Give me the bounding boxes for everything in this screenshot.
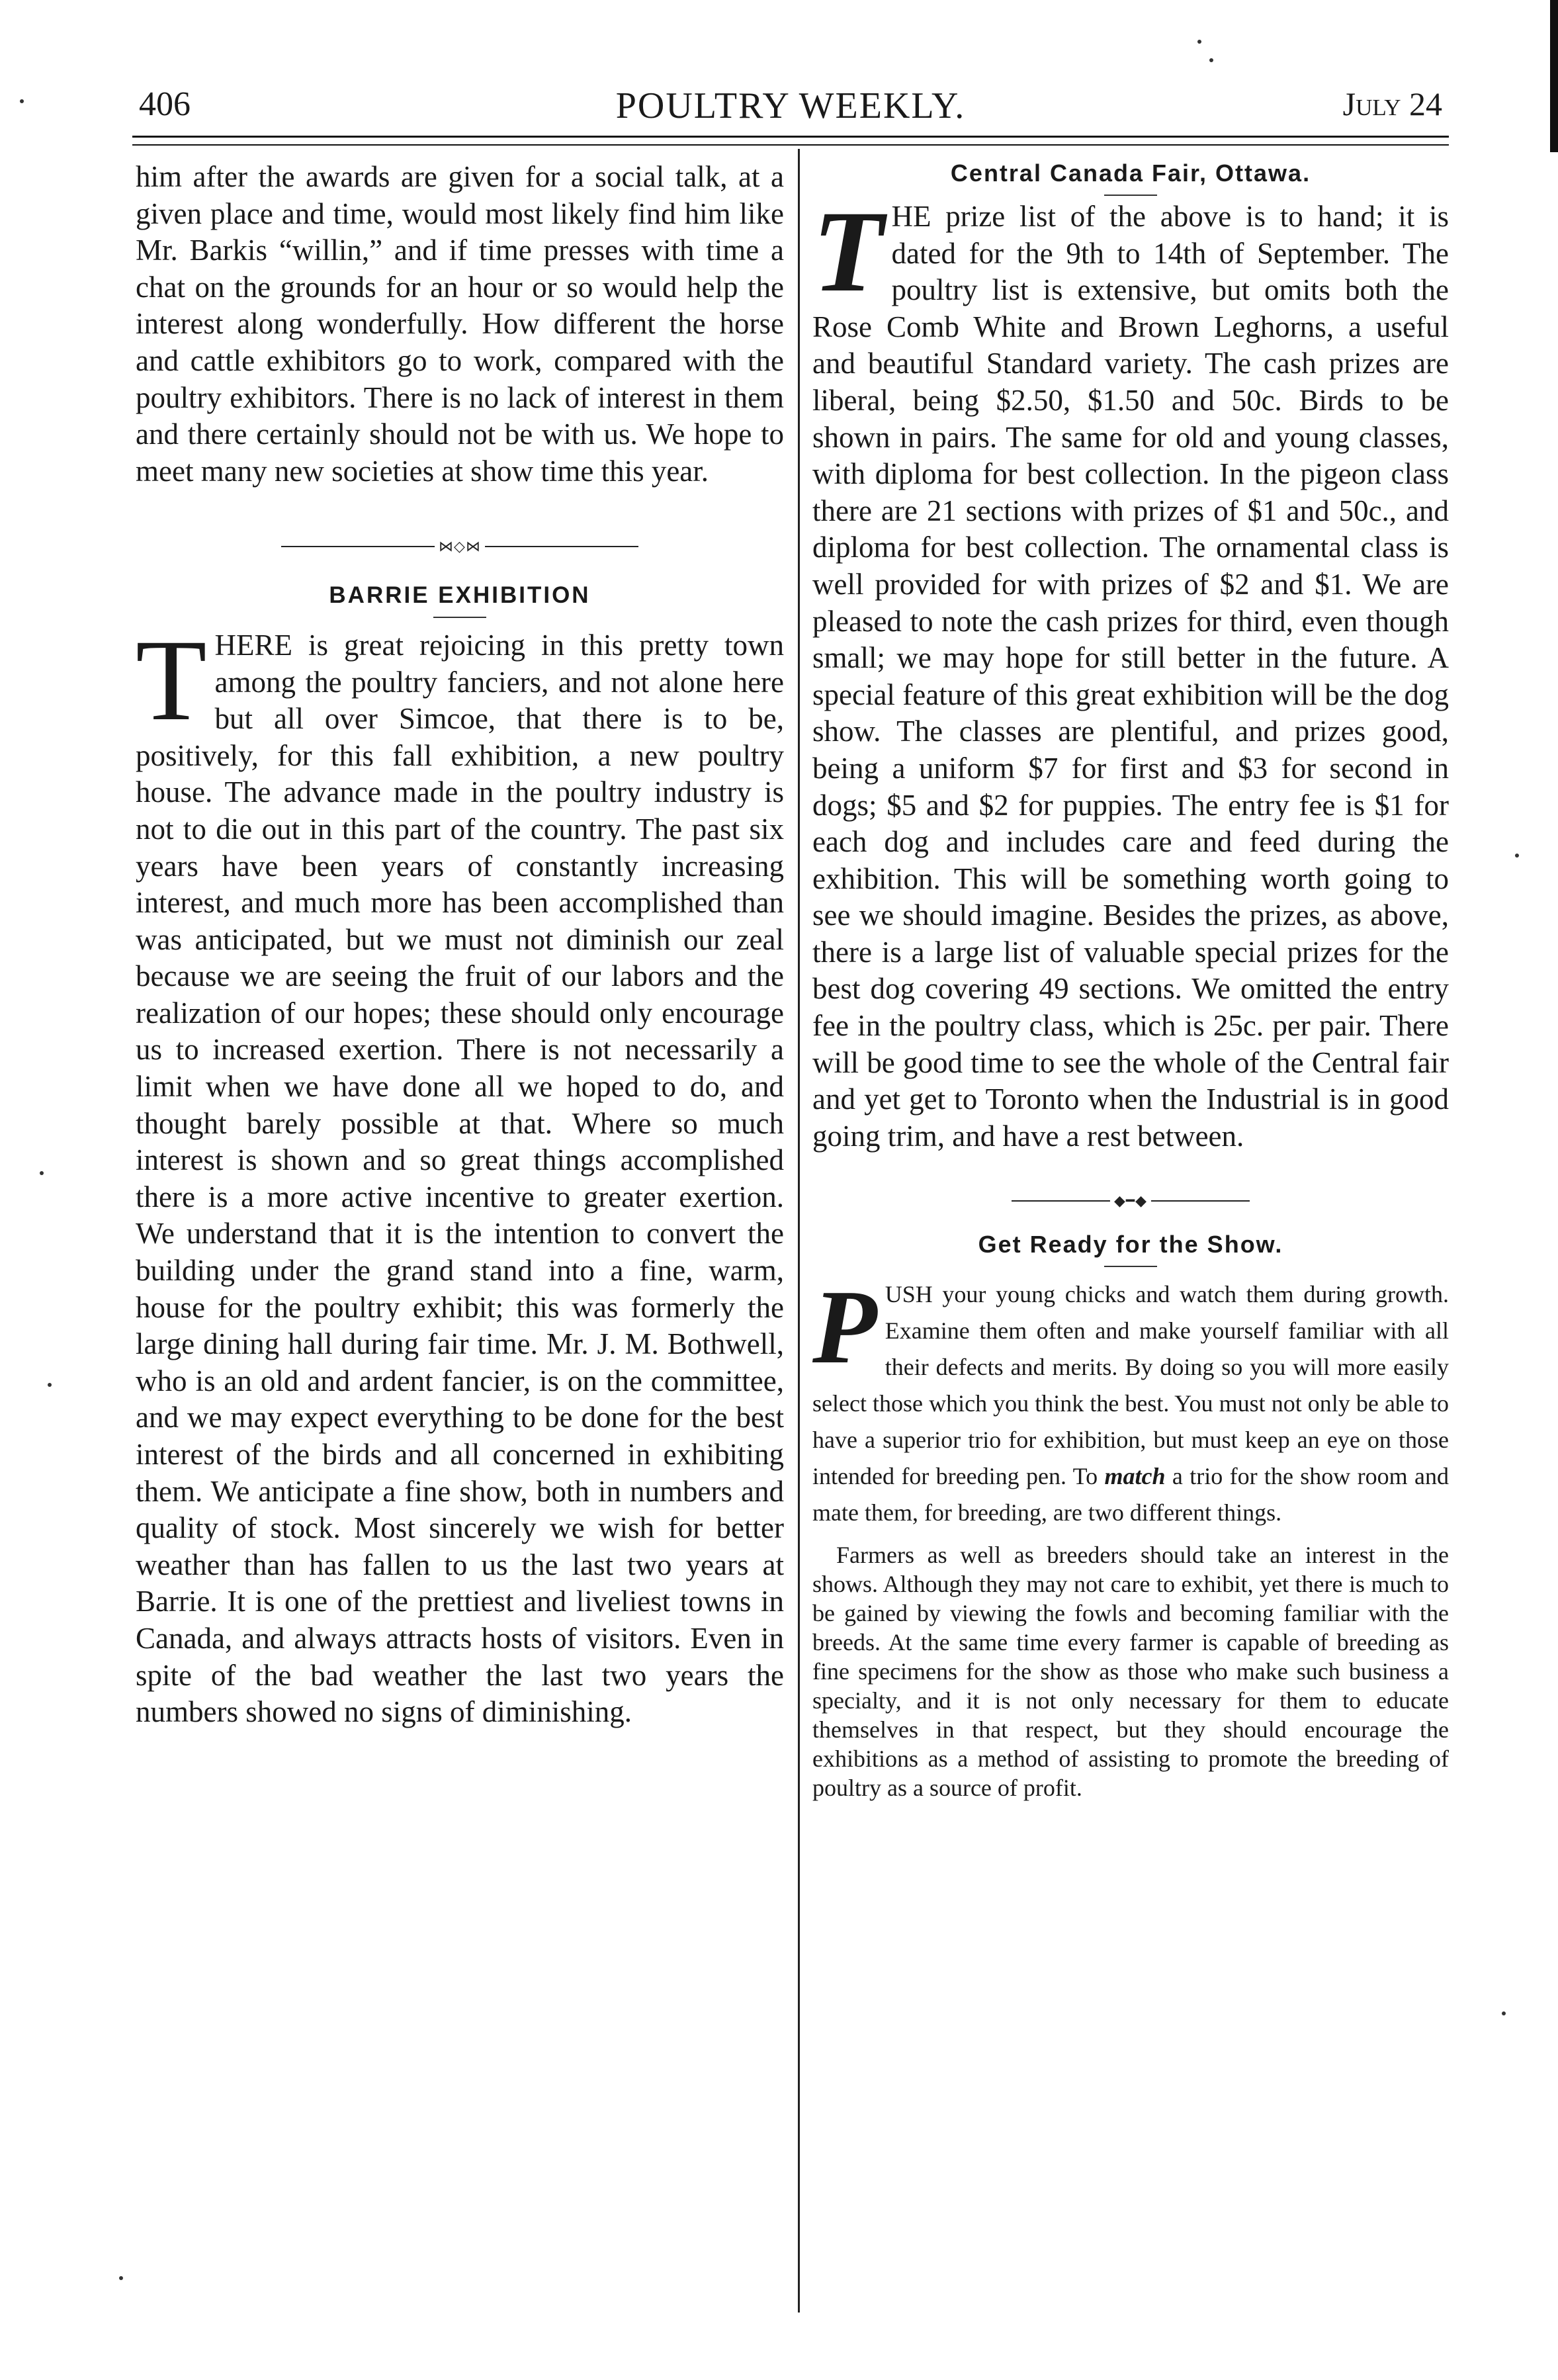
get-ready-title: Get Ready for the Show.: [978, 1231, 1283, 1258]
drop-cap: T: [812, 187, 884, 316]
print-speck: [119, 2276, 123, 2280]
barrie-body-text: HERE is great rejoicing in this pretty town among the poultry fanciers, and not alone here but all over Simcoe, that there is to be, positively, for this fall exhibition, a new poultry house. The advance made in the poultry industry is not to die out in this part of the country. The past six years have been years of constantly increasing interest, and much more has been accomplished than was anticipated, but we must not diminish our zeal because we are seeing the fruit of our labors and the realization of our hopes; these should only encourage us to increased exertion. There is not necessarily a limit when we have done all we hoped to do, and thought barely possible at that. Where so much interest is shown and so great things accomplished there is a more active incentive to greater exertion. We understand that it is the intention to convert the building under the grand stand into a fine, warm, house for the poultry exhibit; this was formerly the large dining hall during fair time. Mr. J. M. Bothwell, who is an old and ardent fancier, is on the committee, and we may expect everything to be done for the best interest of the birds and all concerned in exhibiting them. We anticipate a fine show, both in numbers and quality of stock. Most sincerely we wish for better weather than has fallen to us the last two years at Barrie. It is one of the prettiest and liveliest towns in Canada, and always attracts hosts of visitors. Even in spite of the bad weather the last two years the numbers showed no signs of diminishing.: [136, 628, 784, 1729]
print-speck: [40, 1171, 44, 1175]
get-ready-paragraph-1: [812, 1268, 1449, 1531]
central-canada-title: Central Canada Fair, Ottawa.: [950, 159, 1311, 187]
section-ornament: ⋈◇⋈: [136, 527, 784, 564]
get-ready-paragraph-2: Farmers as well as breeders should take an interest in the shows. Although they may not care to exhibit, yet there is much to be gained by viewing the fowls and becoming familiar with the breeds. At the same time every farmer is capable of breeding as fine specimens for the show as those who make such business a specialty, and it is not only necessary for them to educate themselves in that respect, but they should encourage the exhibitions as a method of assisting to promote the breeding of poultry as a source of profit.: [812, 1542, 1449, 1802]
section-ornament: ◆━◆: [812, 1181, 1449, 1218]
header-rule: [132, 136, 1449, 138]
running-header: [132, 85, 1449, 138]
get-ready-body: [812, 1268, 1449, 1802]
get-ready-text-1: USH your young chicks and watch them during growth. Examine them often and make yourself familiar with all their defects and merits. By doing so you will more easily select those which you think the best. You must not only be able to have a superior trio for exhibition, but must keep an eye on those intended for breeding pen. To: [812, 1281, 1449, 1490]
drop-cap: T: [136, 615, 207, 745]
central-canada-body-text: HE prize list of the above is to hand; it is dated for the 9th to 14th of September. The poultry list is extensive, but omits both the Rose Comb White and Brown Leghorns, a useful and beautiful Standard variety. The cash prizes are liberal, being $2.50, $1.50 and 50c. Birds to be shown in pairs. The same for old and young classes, with diploma for best collection. In the pigeon class there are 21 sections with prizes of $1 and 50c., and diploma for best collection. The ornamental class is well provided for with prizes of $2 and $1. We are pleased to note the cash prizes for third, even though small; we may hope for still better in the future. A special feature of this great exhibition will be the dog show. The classes are plentiful, and prizes good, being a uniform $7 for first and $3 for second in dogs; $5 and $2 for puppies. The entry fee is $1 for each dog and includes care and feed during the exhibition. This will be something worth going to see we should imagine. Besides the prizes, as above, there is a large list of valuable special prizes for the best dog covering 49 sections. We omitted the entry fee in the poultry class, which is 25c. per pair. There will be good time to see the whole of the Central fair and yet get to Toronto when the Industrial is in good going trim, and have a rest between.: [812, 200, 1449, 1153]
title-underline: [433, 617, 486, 618]
page-edge-mark: [1550, 0, 1558, 152]
print-speck: [1502, 2011, 1506, 2015]
barrie-exhibition-body: [136, 615, 784, 1731]
title-underline: [1104, 1266, 1157, 1267]
header-rule-thin: [132, 144, 1449, 146]
continued-paragraph: him after the awards are given for a social talk, at a given place and time, would most likely find him like Mr. Barkis “willin,” and if time presses with time a chat on the grounds for an hour or so would help the interest along wonderfully. How different the horse and cattle exhibitors go to work, compared with the poultry exhibitors. There is no lack of interest in them and there certainly should not be with us. We hope to meet many new societies at show time this year.: [136, 160, 784, 488]
print-speck: [20, 99, 24, 103]
left-column: [136, 159, 784, 1731]
get-ready-text-1-end: a trio for the show room and mate them, for breeding, are two different things.: [812, 1463, 1449, 1526]
print-speck: [1197, 40, 1201, 44]
page-number: 406: [139, 85, 191, 123]
barrie-exhibition-title: BARRIE EXHIBITION: [329, 582, 591, 608]
journal-title: POULTRY WEEKLY.: [615, 85, 966, 126]
print-speck: [1209, 58, 1213, 62]
issue-date: July 24: [1342, 85, 1442, 122]
emphasized-word: match: [1104, 1463, 1166, 1490]
title-underline: [1104, 195, 1157, 196]
print-speck: [1515, 854, 1519, 858]
central-canada-body: [812, 187, 1449, 1155]
column-divider: [798, 149, 800, 2313]
drop-cap: P: [812, 1268, 877, 1386]
right-column: [812, 159, 1449, 1802]
print-speck: [48, 1383, 52, 1387]
